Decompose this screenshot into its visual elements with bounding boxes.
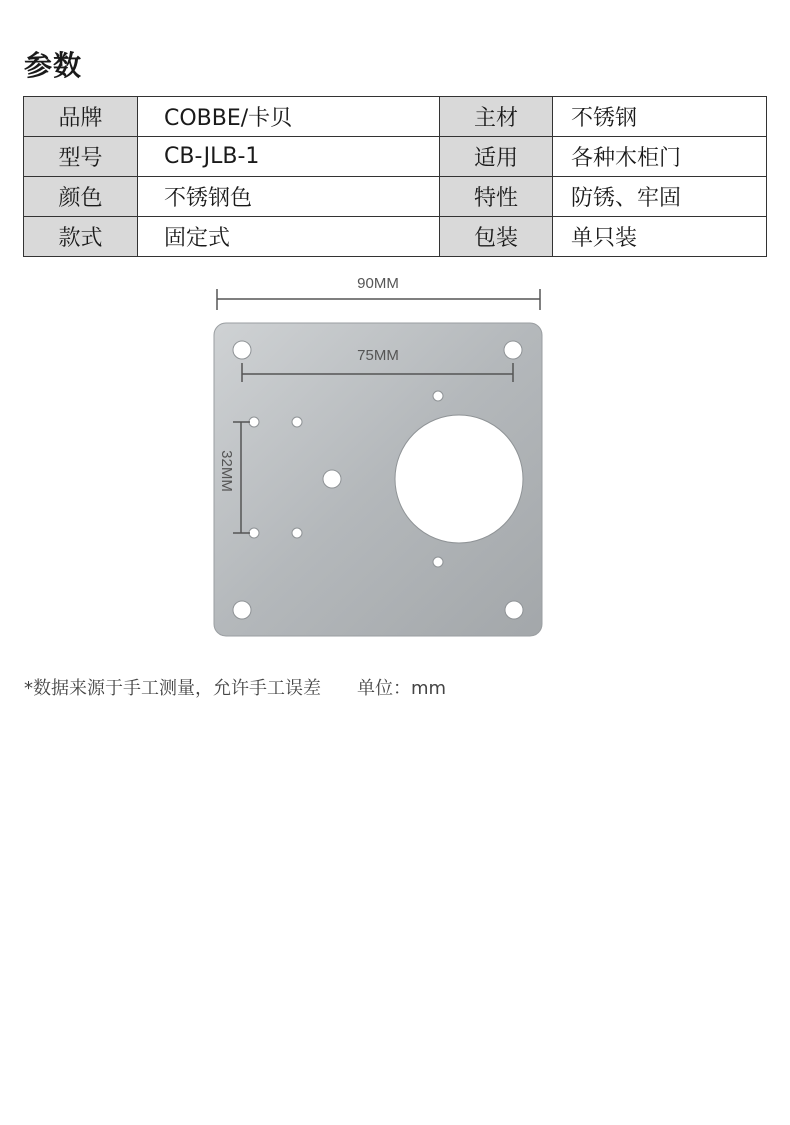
hinge-cup-hole: [395, 415, 523, 543]
spec-label: 型号: [24, 137, 138, 177]
spec-value: 不锈钢: [553, 97, 767, 137]
spec-row: [24, 177, 767, 217]
corner-hole: [233, 601, 251, 619]
spec-label: 主材: [440, 97, 553, 137]
spec-label: 特性: [440, 177, 553, 217]
spec-value: 固定式: [138, 217, 440, 257]
spec-value: COBBE/卡贝: [138, 97, 440, 137]
spec-label: 包装: [440, 217, 553, 257]
center-hole: [323, 470, 341, 488]
screw-hole: [433, 557, 443, 567]
hole-spacing-label: 75MM: [357, 347, 399, 364]
overall-width-dimension: [217, 275, 540, 310]
spec-label: 适用: [440, 137, 553, 177]
corner-hole: [233, 341, 251, 359]
spec-value: 各种木柜门: [553, 137, 767, 177]
corner-hole: [505, 601, 523, 619]
screw-hole: [292, 417, 302, 427]
screw-hole: [292, 528, 302, 538]
spec-value: 防锈、牢固: [553, 177, 767, 217]
corner-hole: [504, 341, 522, 359]
spec-label: 颜色: [24, 177, 138, 217]
spec-value: 不锈钢色: [138, 177, 440, 217]
spec-row: [24, 97, 767, 137]
spec-row: [24, 137, 767, 177]
screw-hole: [249, 417, 259, 427]
screw-hole: [249, 528, 259, 538]
spec-value: 单只装: [553, 217, 767, 257]
spec-label: 品牌: [24, 97, 138, 137]
spec-value: CB-JLB-1: [138, 137, 440, 177]
spec-label: 款式: [24, 217, 138, 257]
measurement-disclaimer: *数据来源于手工测量，允许手工误差: [24, 678, 321, 699]
page-title: 参数: [24, 49, 83, 82]
vertical-spacing-label: 32MM: [218, 450, 235, 492]
screw-hole: [433, 391, 443, 401]
hinge-plate-diagram: [200, 266, 560, 646]
unit-label: 单位：mm: [357, 678, 447, 699]
measurement-note: [24, 676, 446, 702]
overall-width-label: 90MM: [357, 275, 399, 292]
spec-table: [23, 96, 767, 257]
spec-row: [24, 217, 767, 257]
